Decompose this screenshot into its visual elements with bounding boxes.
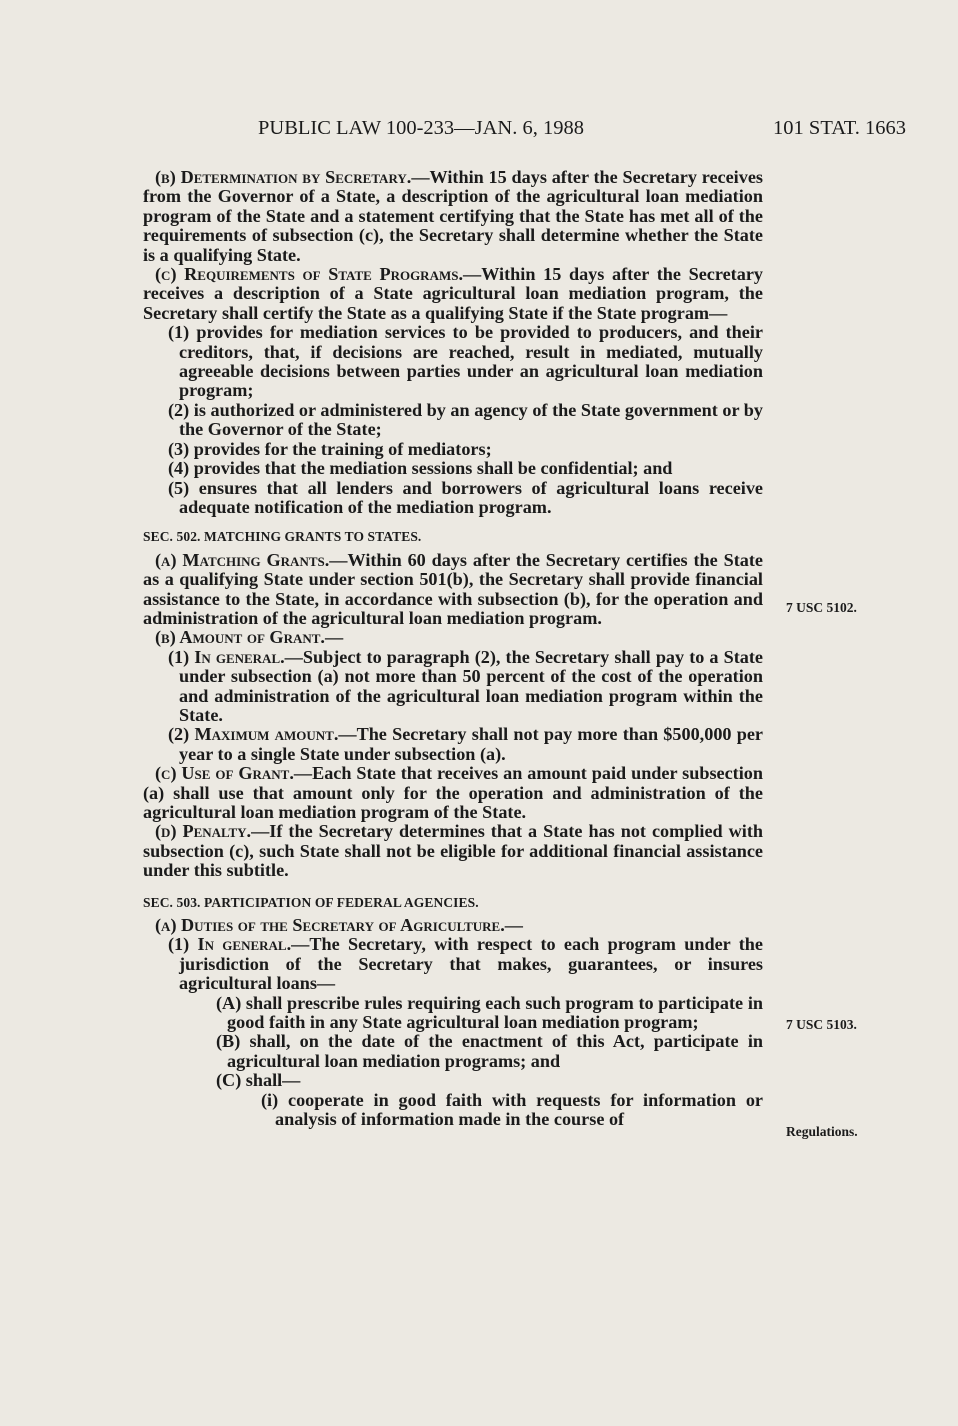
paragraph-503-a1-A: (A) shall prescribe rules requiring each such program to participate in good faith in any State agricultural loan mediation program;	[216, 992, 763, 1033]
document-body	[143, 168, 763, 1130]
subsection-heading: (b) Amount of Grant.	[155, 627, 325, 648]
subsection-heading: (b) Determination by Secretary.	[155, 167, 412, 187]
paragraph-text: —	[324, 627, 344, 648]
paragraph-503-a1-C-i: (i) cooperate in good faith with requests for information or analysis of information made in the course of	[261, 1089, 763, 1130]
paragraph-503-a1-C: (C) shall—	[216, 1070, 301, 1091]
paragraph-501-c4: (4) provides that the mediation sessions shall be confidential; and	[168, 458, 673, 479]
paragraph-text: —The Secretary shall not pay more than $500,000 per year to a single State under subsection (a).	[179, 724, 764, 764]
paragraph-text: —Within 60 days after the Secretary certifies the State as a qualifying State under section 501(b), the Secretary shall provide financial assistance to the State, in accordance with subsection (b), for the operation and administration of the agricultural loan mediation program.	[143, 549, 763, 628]
subsection-heading: (d) Penalty.	[155, 821, 252, 842]
paragraph-text: —Within 15 days after the Secretary receives from the Governor of a State, a description of the agricultural loan mediation program of the State and a statement certifying that the State has met all of the requirements of subsection (c), the Secretary shall determine whether the State is a qualifying State.	[143, 167, 763, 265]
subsection-heading: (a) Duties of the Secretary of Agriculture.	[155, 915, 505, 936]
paragraph-text: —	[504, 915, 523, 936]
margin-note-regulations: Regulations.	[786, 1124, 858, 1139]
paragraph-503-a	[143, 916, 763, 935]
paragraph-heading: (1) In general.	[168, 934, 292, 955]
paragraph-501-c2: (2) is authorized or administered by an agency of the State government or by the Governor of the State;	[168, 399, 763, 440]
section-title-503: SEC. 503. PARTICIPATION OF FEDERAL AGENCIES.	[143, 894, 479, 910]
paragraph-501-b	[143, 168, 763, 265]
paragraph-text: —Each State that receives an amount paid under subsection (a) shall use that amount only for the operation and administration of the agricultural loan mediation program of the State.	[143, 763, 763, 822]
margin-note-sec503: 7 USC 5103.	[786, 1017, 857, 1032]
paragraph-502-b2	[143, 725, 763, 764]
paragraph-502-b1	[143, 648, 763, 726]
header-law-citation: PUBLIC LAW 100-233—JAN. 6, 1988	[258, 117, 584, 139]
paragraph-502-a	[143, 551, 763, 629]
paragraph-text: —If the Secretary determines that a State has not complied with subsection (c), such State shall not be eligible for additional financial assistance under this subtitle.	[143, 821, 763, 881]
paragraph-503-a1-B: (B) shall, on the date of the enactment of this Act, participate in agricultural loan mediation programs; and	[216, 1031, 763, 1071]
paragraph-501-c	[143, 265, 763, 323]
paragraph-501-c1: (1) provides for mediation services to be provided to producers, and their creditors, that, if decisions are reached, result in mediated, mutually agreeable decisions between parties under an agricultural loan mediation program;	[168, 322, 763, 401]
paragraph-text: —The Secretary, with respect to each program under the jurisdiction of the Secretary that makes, guarantees, or insures agricultural loans—	[179, 934, 763, 994]
subsection-heading: (c) Use of Grant.	[155, 763, 294, 784]
paragraph-501-c5: (5) ensures that all lenders and borrowers of agricultural loans receive adequate notification of the mediation program.	[168, 477, 763, 517]
paragraph-503-a1	[143, 935, 763, 993]
section-title-502: SEC. 502. MATCHING GRANTS TO STATES.	[143, 529, 422, 545]
margin-note-sec502: 7 USC 5102.	[786, 600, 857, 615]
paragraph-502-d	[143, 822, 763, 880]
header-statute-page: 101 STAT. 1663	[773, 117, 906, 139]
paragraph-heading: (2) Maximum amount.	[168, 724, 339, 745]
paragraph-text: —Within 15 days after the Secretary receives a description of a State agricultural loan mediation program, the Secretary shall certify the State as a qualifying State if the State program—	[143, 264, 763, 323]
page-header	[258, 117, 906, 143]
paragraph-502-c	[143, 764, 763, 822]
paragraph-text: —Subject to paragraph (2), the Secretary shall pay to a State under subsection (a) not more than 50 percent of the cost of the operation and administration of the agricultural loan mediation program within the State.	[179, 646, 763, 725]
paragraph-heading: (1) In general.	[168, 646, 285, 667]
paragraph-501-c3: (3) provides for the training of mediators;	[168, 438, 492, 459]
paragraph-502-b	[143, 628, 763, 647]
subsection-heading: (c) Requirements of State Programs.	[155, 264, 463, 285]
subsection-heading: (a) Matching Grants.	[155, 549, 330, 570]
